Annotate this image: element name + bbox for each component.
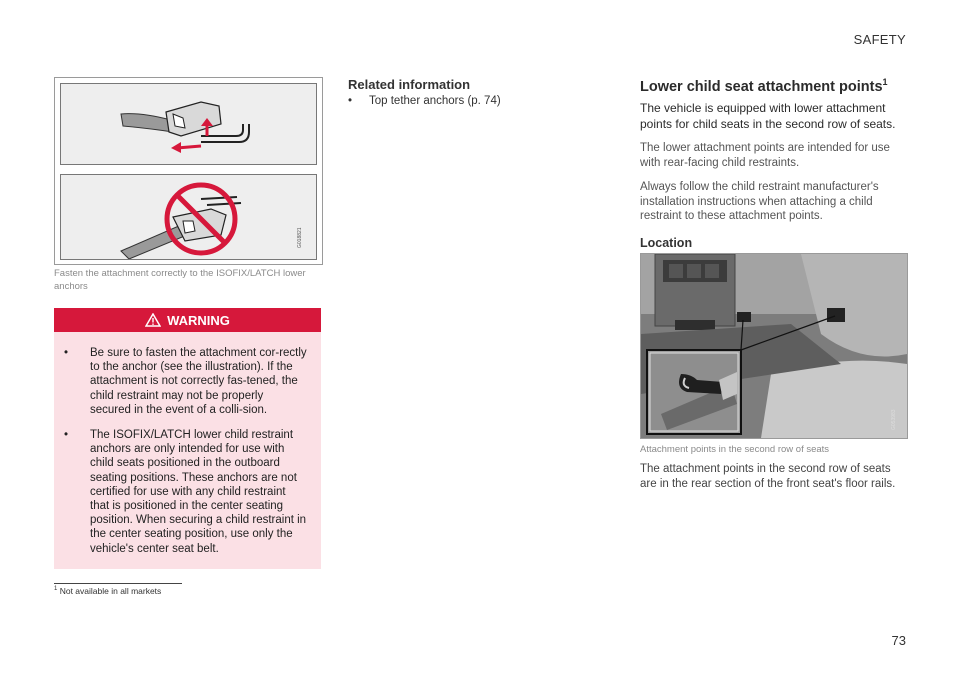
figure-code: G018821: [297, 227, 303, 248]
correct-attachment-panel: [60, 83, 317, 165]
incorrect-attachment-panel: [60, 174, 317, 260]
bullet: •: [348, 95, 353, 107]
warning-box: [54, 308, 321, 569]
footnote-ref[interactable]: 1: [882, 77, 888, 87]
figure-caption: Attachment points in the second row of seats: [640, 444, 830, 455]
body-paragraph: Always follow the child restraint manufacturer's installation instructions when attaching a child restraint to these attachment points.: [640, 181, 879, 222]
warning-triangle-icon: [145, 313, 161, 327]
related-information-heading: Related information: [348, 77, 471, 92]
bullet: •: [64, 429, 69, 442]
location-heading: Location: [640, 236, 693, 250]
related-link-text[interactable]: Top tether anchors (p. 74): [369, 95, 501, 107]
body-paragraph: The attachment points in the second row of seats are in the rear section of the front seat's floor rails.: [640, 463, 896, 490]
warning-title: WARNING: [167, 312, 230, 328]
warning-item-text: Be sure to fasten the attachment cor-rectly to the anchor (see the illustration). If the attachment is not correctly fas-tened, the child restraint may not be properly secured in the event of a colli-sion.: [90, 347, 307, 416]
attachment-points-photo: [640, 253, 908, 439]
related-link[interactable]: [348, 95, 501, 107]
footnote-marker: 1: [54, 586, 58, 593]
warning-list: [54, 332, 321, 556]
warning-item: [64, 428, 307, 556]
body-paragraph: The lower attachment points are intended for use with rear-facing child restraints.: [640, 142, 890, 169]
warning-header: [54, 308, 321, 332]
isofix-illustration: [54, 77, 323, 265]
bullet: •: [64, 347, 69, 359]
figure-code: G053983: [891, 409, 897, 430]
section-header: SAFETY: [853, 32, 906, 47]
footnote-text: Not available in all markets: [59, 586, 162, 596]
warning-item: [64, 346, 307, 417]
figure-caption: Fasten the attachment correctly to the ISOFIX/LATCH lower anchors: [54, 268, 306, 292]
page-number: 73: [891, 633, 906, 648]
warning-item-text: The ISOFIX/LATCH lower child restraint anchors are only intended for use with child seats positioned in the outboard seating positions. These anchors are not certified for use with any child restraint that is positioned in the center seating position. When securing a child restraint in the center seating position, use only the vehicle's center seat belt.: [90, 429, 307, 555]
page-title-text: Lower child seat attachment points: [640, 78, 883, 95]
footnote: [54, 586, 161, 596]
footnote-rule: [54, 583, 182, 584]
page-title: [640, 77, 888, 95]
intro-paragraph: The vehicle is equipped with lower attachment points for child seats in the second row of seats.: [640, 101, 896, 131]
